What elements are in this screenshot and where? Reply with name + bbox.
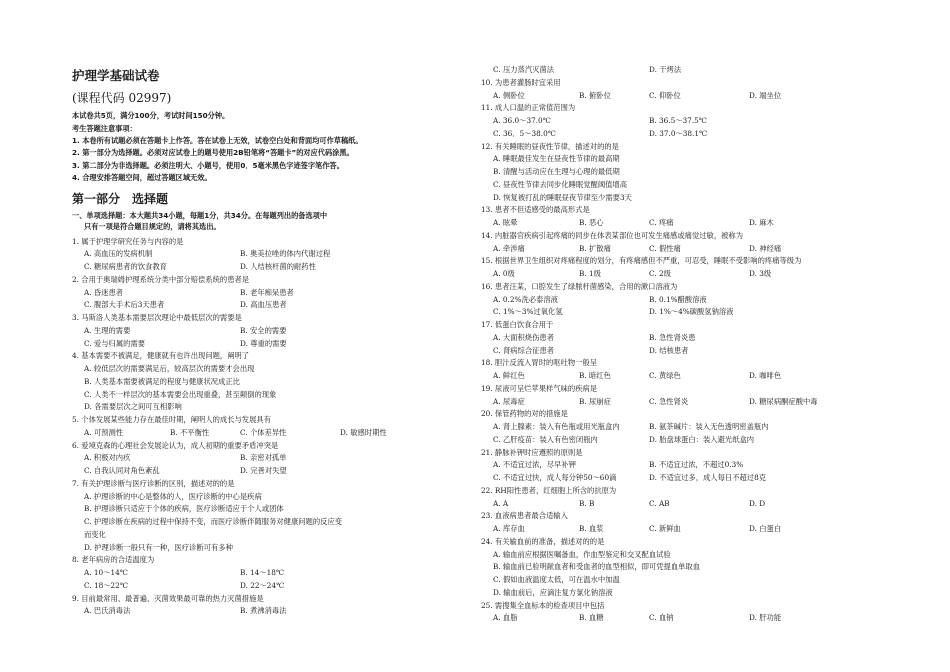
- option-text: C. 不适宜过快，成人每分钟50～60滴: [493, 473, 617, 482]
- option-text: D. 咖啡色: [749, 371, 782, 380]
- option-text: C. 疼痛: [649, 218, 674, 227]
- question-stem: 14. 内脏器官疾病引起疼痛的同步在体表某部位也可发生痛感或痛觉过敏，被称为: [481, 230, 744, 240]
- notice-item: 2. 第一部分为选择题。必须对应试卷上的题号使用2B铅笔将“答题卡”的对应代码涂黑。: [72, 148, 354, 158]
- option-text: A. 积极对内疚: [84, 453, 131, 463]
- option-text: A. 生理的需要: [84, 325, 131, 335]
- option-text: D. 麻木: [749, 218, 774, 227]
- option-text: B. 恶心: [579, 218, 604, 227]
- option-text: C. 乙肝疫苗：装入有色密闭瓶内: [493, 434, 598, 444]
- exam-info: 本试卷共5页，满分100分，考试时间150分钟。: [72, 111, 230, 120]
- question-stem: 21. 静脉补钾时应遵照的原则是: [481, 447, 583, 457]
- option-text: A. 侧卧位: [493, 90, 525, 100]
- question-stem: 19. 尿液可呈烂苹果样气味的疾病是: [481, 383, 598, 393]
- option-text: B. 老年痴呆患者: [240, 287, 294, 297]
- option-text: B. 扩散痛: [579, 243, 611, 253]
- option-text: A. 护理诊断的中心是整体的人，医疗诊断的中心是疾病: [84, 491, 262, 501]
- option-text: B. 血浆: [579, 524, 604, 533]
- option-text: B. 不平衡性: [170, 427, 210, 437]
- course-code: (课程代码 02997): [72, 91, 172, 105]
- option-text: D. 不适宜过多，成人每日不超过8克: [649, 473, 767, 482]
- option-text: A. 不适宜过浓，尽早补钾: [493, 460, 576, 470]
- option-text: B. 暗红色: [579, 371, 611, 380]
- option-text: A. A: [493, 498, 509, 508]
- option-text: C. 仰卧位: [649, 90, 681, 100]
- question-stem: 5. 个体发展某些能力存在最佳时期，阐明人的成长与发展具有: [72, 415, 271, 424]
- option-text: C. 1%～3%过氧化氢: [493, 307, 563, 317]
- notice-item: 4. 合理安排答题空间，超过答题区域无效。: [72, 172, 212, 182]
- option-text: A. 高血压的发病机制: [84, 249, 153, 259]
- question-stem: 18. 胆汁反流入胃时的呕吐物一般呈: [481, 358, 598, 368]
- option-text: C. 腹部大手术后3天患者: [84, 300, 165, 310]
- option-text: D. D: [749, 498, 766, 508]
- option-text: A. 输血前应根据医嘱备血，作血型鉴定和交叉配血试验: [493, 549, 671, 559]
- option-text: B. 奥美拉唑的体内代谢过程: [240, 249, 331, 259]
- option-text: B. 人类基本需要被满足的程度与健康状况成正比: [84, 376, 240, 386]
- part-title: 第一部分 选择题: [72, 192, 169, 206]
- option-text: D. 白蛋白: [749, 524, 782, 533]
- option-text: C. 压力蒸汽灭菌法: [493, 65, 555, 74]
- option-text: C. 昼夜性节律去同步化睡眠觉醒阈值增高: [493, 179, 628, 189]
- option-text: D. 恢复被打乱的睡眠昼夜节律至少需要3天: [493, 192, 632, 202]
- option-text: A. 牵涉痛: [493, 243, 525, 253]
- option-text: B. 氨茶碱片：装入无色透明密盖瓶内: [649, 422, 769, 431]
- option-text: D. 1%～4%碳酸氢钠溶液: [649, 307, 734, 317]
- question-stem: 13. 患者不但适感受的最高形式是: [481, 205, 590, 215]
- notice-item: 3. 第二部分为非选择题。必须注明大、小题号，使用0．5毫米黑色字迹签字笔作答。: [72, 160, 344, 170]
- option-text: A. 大面积烧伤患者: [493, 332, 554, 342]
- question-stem: 16. 患者汪某，口腔发生了绿脓杆菌感染，合用的漱口溶液为: [481, 281, 678, 291]
- option-text: B. 0.1%醋酸溶液: [649, 294, 707, 304]
- question-stem: 8. 老年病房的合适温度为: [72, 555, 155, 565]
- option-text: C. 新鲜血: [649, 524, 681, 533]
- option-text: B. 俯卧位: [579, 90, 611, 100]
- option-text: 而变化: [84, 529, 106, 539]
- option-text: B. 护理诊断只适应于个体的疾病，医疗诊断适应于个人或团体: [84, 504, 284, 514]
- section-instruction: 只有一项是符合题目规定的，请将其选出。: [84, 222, 221, 231]
- option-text: C. 假如血液温度太低，可在温水中加温: [493, 575, 620, 584]
- option-text: D. 神经痛: [749, 243, 782, 253]
- question-stem: 15. 根据世界卫生组织对疼痛程度的划分，有疼痛感但不严重，可忍受，睡眠不受影响的疼痛等级为: [481, 256, 802, 266]
- question-stem: 1. 属于护理学研究任务与内容的是: [72, 236, 184, 246]
- option-text: C. 护理诊断在疾病的过程中保持不变，而医疗诊断伴随服务对健康问题的反应变: [84, 517, 343, 526]
- question-stem: 22. RH阳性患者，红细胞上所含的抗原为: [481, 485, 617, 495]
- option-text: A. 眩晕: [493, 218, 518, 227]
- question-stem: 4. 基本需要不被满足，健康就有也许出现问题，阐明了: [72, 351, 250, 361]
- option-text: D. 37.0～38.1℃: [649, 128, 708, 138]
- option-text: A. 可预测性: [84, 427, 124, 437]
- option-text: C. 18～22℃: [84, 580, 128, 590]
- question-stem: 11. 成人口温的正常值范围为: [481, 103, 576, 113]
- option-text: A. 10～14℃: [84, 568, 128, 577]
- option-text: C. 爱与归属的需要: [84, 338, 146, 348]
- question-stem: 7. 有关护理诊断与医疗诊断的区别，描述对的的是: [72, 478, 235, 488]
- option-text: B. 不适宜过浓，不超过0.3%: [649, 460, 744, 470]
- option-text: C. 36．5～38.0℃: [493, 128, 556, 138]
- option-text: B. 煮沸消毒法: [240, 606, 287, 616]
- question-stem: 10. 为患者灌肠时宜采用: [481, 77, 561, 87]
- option-text: A. 较低层次的需要满足后，较高层次的需要才会出现: [84, 364, 255, 373]
- option-text: C. 假性痛: [649, 243, 681, 253]
- option-text: B. 14～18℃: [240, 568, 285, 577]
- question-stem: 25. 需搜集全血标本的检查项目中包括: [481, 600, 605, 610]
- option-text: D. 胎盘球蛋白：装入避光纸盒内: [649, 434, 755, 444]
- question-stem: 3. 马斯洛人类基本需要层次理论中最低层次的需要是: [72, 313, 242, 322]
- option-text: D. 敏感时期性: [340, 427, 387, 437]
- option-text: C. 糖尿病患者的饮食教育: [84, 262, 167, 271]
- question-stem: 6. 爱境克森的心理社会发展论认为，成人初期的重要矛盾冲突是: [72, 440, 279, 450]
- option-text: C. 个体差异性: [240, 427, 287, 437]
- option-text: C. 2级: [649, 269, 671, 278]
- option-text: A. 昏迷患者: [84, 287, 124, 297]
- option-text: A. 库存血: [493, 524, 525, 533]
- option-text: D. 干烤法: [649, 65, 682, 74]
- option-text: A. 肾上腺素：装入有色瓶或用光瓶盒内: [493, 422, 620, 431]
- question-stem: 20. 保管药物的对的措施是: [481, 409, 568, 419]
- option-text: A. 36.0～37.0℃: [493, 116, 551, 125]
- option-text: B. 血糖: [579, 613, 604, 623]
- option-text: D. 输血前后，应滴注复方氯化钠溶液: [493, 587, 613, 597]
- option-text: D. 尊重的需要: [240, 338, 287, 348]
- option-text: C. 黄绿色: [649, 371, 681, 380]
- option-text: B. 尿崩症: [579, 396, 611, 406]
- option-text: D. 护理诊断一般只有一种，医疗诊断可有多种: [84, 542, 233, 552]
- option-text: D. 肝功能: [749, 613, 782, 623]
- page-title: 护理学基础试卷: [72, 68, 160, 83]
- notice-item: 1. 本卷所有试题必须在答题卡上作答。答在试卷上无效，试卷空白处和背面均可作草稿纸。: [72, 136, 363, 145]
- option-text: C. 自我认同对角色紊乱: [84, 466, 160, 475]
- question-stem: 2. 合用于奥瑞姆护理系统分类中部分赔偿系统的患者是: [72, 274, 250, 284]
- option-text: B. 急性肾炎患: [649, 332, 696, 342]
- option-text: A. 尿毒症: [493, 396, 525, 406]
- option-text: C. 人类不一样层次的基本需要会出现重叠，甚至颠倒的现象: [84, 389, 277, 399]
- option-text: C. AB: [649, 498, 670, 508]
- option-text: A. 睡眠最佳发生在昼夜性节律的最高期: [493, 154, 620, 164]
- question-stem: 9. 目前最常用、最普遍、灭菌效果最可靠的热力灭菌措施是: [72, 593, 264, 603]
- question-stem: 17. 低蛋白饮食合用于: [481, 320, 554, 329]
- question-stem: 23. 血液病患者最合适输入: [481, 511, 568, 521]
- option-text: D. 3级: [749, 269, 772, 278]
- option-text: B. 36.5～37.5℃: [649, 116, 707, 125]
- option-text: C. 血钠: [649, 613, 674, 623]
- question-stem: 24. 有关输血前的准备，描述对的的是: [481, 536, 605, 546]
- option-text: D. 完善对失望: [240, 466, 287, 475]
- option-text: A. 0.2%洗必泰溶液: [493, 294, 558, 304]
- option-text: B. B: [579, 498, 595, 508]
- option-text: D. 糖尿病酮症酸中毒: [749, 396, 818, 406]
- option-text: D. 端坐位: [749, 90, 782, 100]
- option-text: C. 急性肾炎: [649, 396, 689, 406]
- option-text: A. 血脂: [493, 613, 518, 623]
- option-text: B. 亲密对孤单: [240, 453, 287, 463]
- notice-heading: 考生答题注意事项：: [72, 124, 137, 133]
- option-text: A. 巴氏消毒法: [84, 606, 131, 616]
- option-text: D. 结核患者: [649, 345, 689, 355]
- option-text: D. 人结核杆菌的耐药性: [240, 262, 316, 271]
- option-text: A. 鲜红色: [493, 371, 525, 380]
- option-text: A. 0级: [493, 269, 515, 278]
- option-text: D. 高血压患者: [240, 300, 287, 310]
- question-stem: 12. 有关睡眠的昼夜性节律，描述对的的是: [481, 141, 619, 151]
- option-text: B. 安全的需要: [240, 325, 287, 335]
- option-text: D. 22～24℃: [240, 580, 285, 590]
- option-text: B. 输血前已验明献血者和受血者的血型相似，即可凭提血单取血: [493, 562, 701, 572]
- option-text: B. 清醒与活动应在生理与心理的最低期: [493, 167, 620, 176]
- option-text: D. 各需要层次之间可互相影响: [84, 402, 182, 412]
- option-text: C. 肾病综合征患者: [493, 345, 555, 355]
- section-instruction: 一、单项选择题：本大题共34小题，每题1分，共34分。在每题列出的备选项中: [72, 211, 328, 220]
- option-text: B. 1级: [579, 269, 601, 278]
